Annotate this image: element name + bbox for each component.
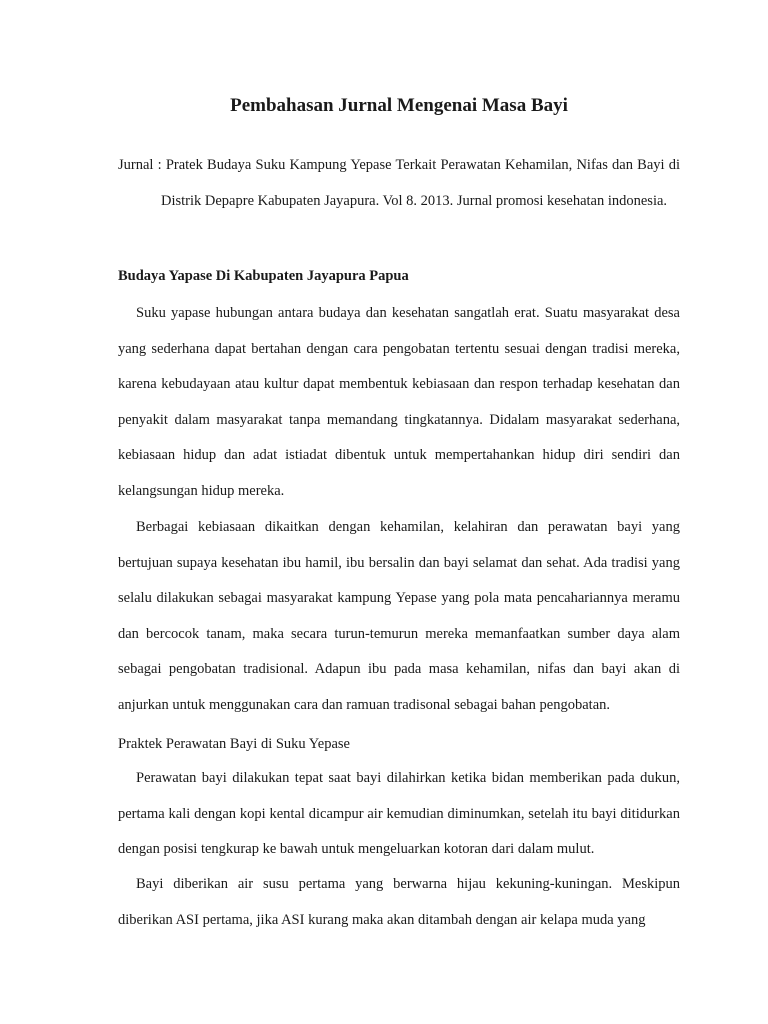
journal-reference: Jurnal : Pratek Budaya Suku Kampung Yepase Terkait Perawatan Kehamilan, Nifas dan Bayi di Distrik Depapre Kabupaten Jayapura. Vol 8. 2013. Jurnal promosi kesehatan indonesia. xyxy=(118,157,680,209)
section-heading-praktek: Praktek Perawatan Bayi di Suku Yepase xyxy=(118,736,350,752)
paragraph: Perawatan bayi dilakukan tepat saat bayi dilahirkan ketika bidan memberikan pada dukun, pertama kali dengan kopi kental dicampur air kemudian diminumkan, setelah itu bayi ditidurkan dengan posisi tengkurap ke bawah untuk mengeluarkan kotoran dari dalam mulut. xyxy=(118,770,680,857)
paragraph: Suku yapase hubungan antara budaya dan kesehatan sangatlah erat. Suatu masyarakat desa yang sederhana dapat bertahan dengan cara pengobatan tertentu sesuai dengan tradisi mereka, karena kebudayaan atau kultur dapat membentuk kebiasaan dan respon terhadap kesehatan dan penyakit dalam masyarakat tanpa memandang tingkatannya. Didalam masyarakat sederhana, kebiasaan hidup dan adat istiadat dibentuk untuk mempertahankan hidup diri sendiri dan kelangsungan hidup mereka. xyxy=(118,305,680,499)
document-title: Pembahasan Jurnal Mengenai Masa Bayi xyxy=(230,95,568,116)
paragraph: Berbagai kebiasaan dikaitkan dengan kehamilan, kelahiran dan perawatan bayi yang bertujuan supaya kesehatan ibu hamil, ibu bersalin dan bayi selamat dan sehat. Ada tradisi yang selalu dilakukan sebagai masyarakat kampung Yepase yang pola mata pencahariannya meramu dan bercocok tanam, maka secara turun-temurun mereka memanfaatkan sumber daya alam sebagai pengobatan tradisional. Adapun ibu pada masa kehamilan, nifas dan bayi akan di anjurkan untuk menggunakan cara dan ramuan tradisonal sebagai bahan pengobatan. xyxy=(118,519,680,713)
section-heading-budaya: Budaya Yapase Di Kabupaten Jayapura Papua xyxy=(118,268,409,284)
paragraph: Bayi diberikan air susu pertama yang berwarna hijau kekuning-kuningan. Meskipun diberikan ASI pertama, jika ASI kurang maka akan ditambah dengan air kelapa muda yang xyxy=(118,876,680,928)
